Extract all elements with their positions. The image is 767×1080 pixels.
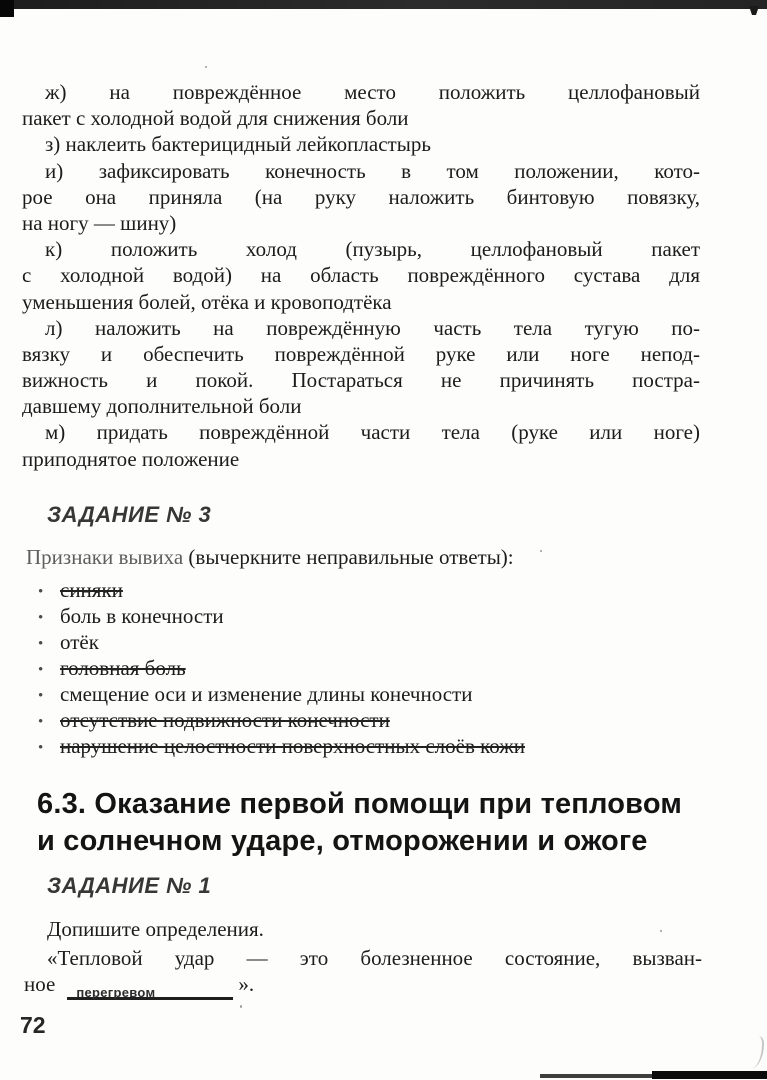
step-line: и) зафиксировать конечность в том положении, кото-	[45, 158, 700, 183]
scan-bottom-edge-dark	[652, 1071, 767, 1079]
task3-prompt-rest: (вычеркните неправильные ответы):	[188, 545, 514, 569]
bullet-icon: •	[38, 740, 44, 756]
definition-line1: «Тепловой удар — это болезненное состояние, вызван-	[47, 946, 702, 970]
scan-speck	[540, 550, 542, 552]
step-line: м) придать повреждённой части тела (руке или ноге)	[45, 420, 700, 445]
scan-speck	[660, 930, 662, 932]
step-line: на ногу — шину)	[22, 210, 177, 235]
step-line: пакет с холодной водой для снижения боли	[22, 106, 409, 131]
option-text: боль в конечности	[60, 604, 224, 628]
dislocation-signs-list	[38, 577, 708, 759]
section-heading-line1: 6.3. Оказание первой помощи при тепловом	[37, 788, 683, 820]
scan-curve-artifact	[746, 1036, 764, 1068]
bullet-icon: •	[38, 584, 44, 600]
option-text: смещение оси и изменение длины конечности	[60, 682, 473, 706]
scan-top-left-corner	[0, 0, 14, 17]
step-line: ж) на повреждённое место положить целлофановый	[45, 80, 700, 104]
dislocation-option-4	[38, 681, 708, 707]
step-line: вязку и обеспечить повреждённой руке или ноге непод-	[22, 341, 700, 366]
bullet-icon: •	[38, 636, 44, 652]
step-line: вижность и покой. Постараться не причинять постра-	[22, 368, 700, 393]
option-text: головная боль	[60, 656, 186, 680]
step-line: з) наклеить бактерицидный лейкопластырь	[45, 132, 431, 157]
task1-title: ЗАДАНИЕ № 1	[47, 873, 212, 898]
section-heading-line2: и солнечном ударе, отморожении и ожоге	[37, 825, 648, 857]
task3-prompt-start: Признаки вывиха	[26, 545, 189, 569]
step-line: к) положить холод (пузырь, целлофановый пакет	[45, 237, 700, 262]
step-line: л) наложить на повреждённую часть тела тугую по-	[45, 315, 700, 340]
task3-prompt	[26, 545, 514, 570]
scan-top-edge	[0, 0, 767, 9]
bullet-icon: •	[38, 714, 44, 730]
page-number: 72	[20, 1012, 46, 1038]
step-line: рое она приняла (на руку наложить бинтовую повязку,	[22, 184, 700, 209]
dislocation-option-0	[38, 577, 708, 603]
bullet-icon: •	[38, 610, 44, 626]
dislocation-option-6	[38, 733, 708, 759]
scan-speck	[205, 66, 207, 68]
definition-block	[24, 945, 702, 1001]
answer-blank-line	[67, 975, 233, 1000]
section-heading	[37, 786, 697, 860]
option-text: нарушение целостности поверхностных слоёв кожи	[60, 734, 525, 758]
option-text: отёк	[60, 630, 99, 654]
first-aid-steps-list	[22, 79, 700, 472]
step-line: приподнятое положение	[22, 446, 240, 471]
option-text: синяки	[60, 578, 123, 602]
step-line: давшему дополнительной боли	[22, 394, 302, 419]
task3-title: ЗАДАНИЕ № 3	[47, 502, 212, 527]
scan-top-edge-spike	[749, 6, 759, 15]
filled-answer-text: перегревом	[76, 985, 156, 1001]
step-line: уменьшения болей, отёка и кровоподтёка	[22, 289, 392, 314]
dislocation-option-2	[38, 629, 708, 655]
dislocation-option-3	[38, 655, 708, 681]
definition-line2	[24, 971, 702, 1001]
definition-line2-prefix: ное	[24, 972, 56, 997]
scan-bottom-edge	[540, 1074, 670, 1078]
bullet-icon: •	[38, 688, 44, 704]
definition-line2-suffix: ».	[238, 972, 255, 997]
option-text: отсутствие подвижности конечности	[60, 708, 390, 732]
step-line: с холодной водой) на область повреждённого сустава для	[22, 263, 700, 288]
dislocation-option-1	[38, 603, 708, 629]
dislocation-option-5	[38, 707, 708, 733]
bullet-icon: •	[38, 662, 44, 678]
task1-instruction: Допишите определения.	[47, 917, 264, 941]
scan-speck	[240, 1005, 242, 1008]
